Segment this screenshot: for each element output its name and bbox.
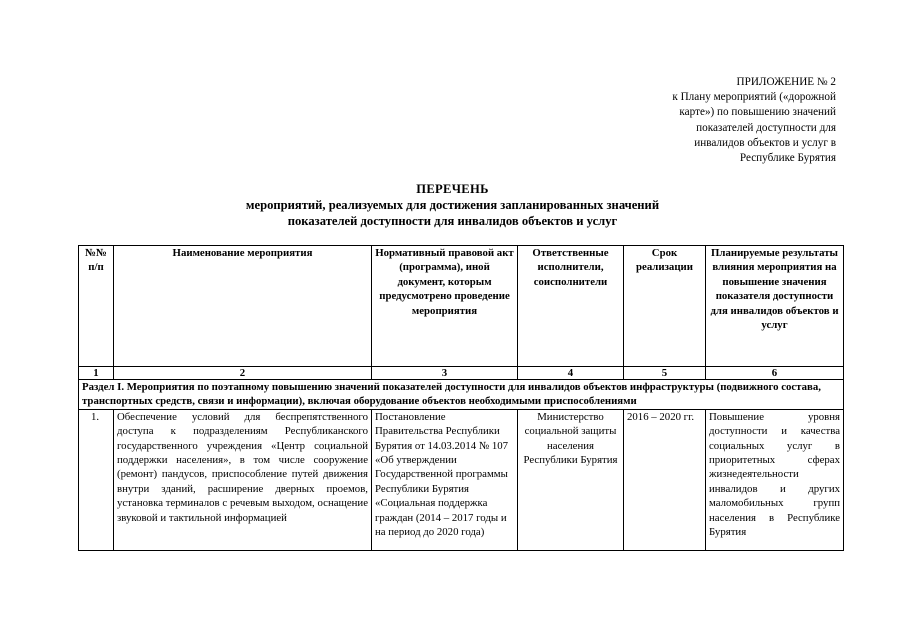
appendix-line: к Плану мероприятий («дорожной bbox=[672, 91, 836, 104]
header-term: Срок реализации bbox=[624, 246, 706, 367]
column-number: 4 bbox=[518, 367, 624, 380]
title-line-3: показателей доступности для инвалидов объектов и услуг bbox=[287, 214, 618, 228]
title-line-2: мероприятий, реализуемых для достижения запланированных значений bbox=[245, 198, 660, 212]
header-number: №№ п/п bbox=[79, 246, 114, 367]
appendix-line: ПРИЛОЖЕНИЕ № 2 bbox=[736, 76, 836, 88]
column-number-row bbox=[79, 367, 844, 380]
row-number: 1. bbox=[79, 409, 114, 550]
column-number: 6 bbox=[706, 367, 844, 380]
section-title: Раздел I. Мероприятия по поэтапному повышению значений показателей доступности для инвалидов объектов инфраструктуры (подвижного состава, транспортных средств, связи и информации), включая оборудование объектов необходимыми приспособлениями bbox=[79, 380, 844, 410]
planned-result: Повышение уровня доступности и качества социальных услуг в приоритетных сферах жизнедеятельности инвалидов и других маломобильных групп населения в Республике Бурятия bbox=[706, 409, 844, 550]
measures-table bbox=[78, 245, 844, 551]
executors: Министерство социальной защиты населения Республики Бурятия bbox=[518, 409, 624, 550]
term: 2016 – 2020 гг. bbox=[624, 409, 706, 550]
title-line-1: ПЕРЕЧЕНЬ bbox=[416, 182, 489, 196]
column-number: 5 bbox=[624, 367, 706, 380]
section-row bbox=[79, 380, 844, 410]
header-measure-name: Наименование мероприятия bbox=[114, 246, 372, 367]
column-number: 3 bbox=[372, 367, 518, 380]
header-results: Планируемые результаты влияния мероприятия на повышение значения показателя доступности для инвалидов объектов и услуг bbox=[706, 246, 844, 367]
column-number: 2 bbox=[114, 367, 372, 380]
header-legal-act: Нормативный правовой акт (программа), иной документ, которым предусмотрено проведение мероприятия bbox=[372, 246, 518, 367]
appendix-line: инвалидов объектов и услуг в bbox=[694, 136, 836, 149]
document-title bbox=[0, 181, 905, 229]
appendix-line: показателей доступности для bbox=[696, 121, 836, 134]
table-row bbox=[79, 409, 844, 550]
table-header-row bbox=[79, 246, 844, 367]
appendix-line: карте») по повышению значений bbox=[679, 106, 836, 119]
legal-act: Постановление Правительства Республики Бурятия от 14.03.2014 № 107 «Об утверждении Государственной программы Республики Бурятия «Социальная поддержка граждан (2014 – 2017 годы и на период до 2020 года) bbox=[372, 409, 518, 550]
appendix-line: Республике Бурятия bbox=[739, 152, 836, 165]
header-executors: Ответственные исполнители, соисполнители bbox=[518, 246, 624, 367]
appendix-note bbox=[576, 75, 836, 166]
column-number: 1 bbox=[79, 367, 114, 380]
measure-name: Обеспечение условий для беспрепятственного доступа к подразделениям Республиканского государственного учреждения «Центр социальной поддержки населения», в том числе сооружение (ремонт) пандусов, приспособление путей движения внутри зданий, расширение дверных проемов, установка терминалов с речевым выходом, оснащение звуковой и тактильной информацией bbox=[114, 409, 372, 550]
